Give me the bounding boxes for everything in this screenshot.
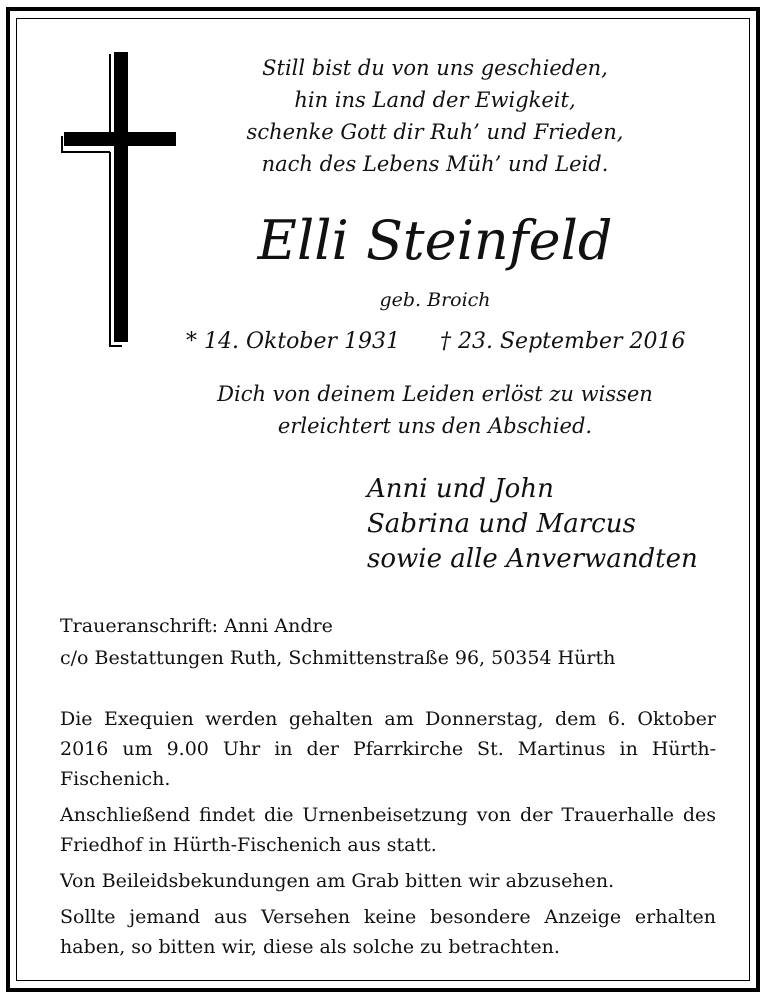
- condolence-address: [60, 610, 720, 674]
- verse-line: erleichtert uns den Abschied.: [277, 414, 593, 438]
- verse-line: Dich von deinem Leiden erlöst zu wissen: [217, 382, 653, 406]
- mourner-line: Anni und John: [367, 474, 554, 504]
- poem-line: hin ins Land der Ewigkeit,: [294, 88, 576, 112]
- service-notes: [60, 704, 716, 968]
- address-line: c/o Bestattungen Ruth, Schmittenstraße 96, 50354 Hürth: [60, 647, 616, 669]
- note-paragraph: Die Exequien werden gehalten am Donnerstag, dem 6. Oktober 2016 um 9.00 Uhr in der Pfarrkirche St. Martinus in Hürth-Fischenich.: [60, 708, 716, 790]
- farewell-verse: [180, 378, 690, 442]
- mourner-line: sowie alle Anverwandten: [367, 544, 698, 574]
- poem-line: Still bist du von uns geschieden,: [262, 56, 608, 80]
- mourners-list: [367, 472, 698, 577]
- note-paragraph: Anschließend findet die Urnenbeisetzung von der Trauerhalle des Friedhof in Hürth-Fischenich aus statt.: [60, 804, 716, 856]
- note-paragraph: Von Beileidsbekundungen am Grab bitten wir abzusehen.: [60, 870, 615, 892]
- memorial-poem: [200, 52, 670, 180]
- death-date: † 23. September 2016: [440, 329, 686, 354]
- address-line: Traueranschrift: Anni Andre: [60, 615, 333, 637]
- mourner-line: Sabrina und Marcus: [367, 509, 636, 539]
- poem-line: nach des Lebens Müh’ und Leid.: [261, 152, 609, 176]
- note-paragraph: Sollte jemand aus Versehen keine besondere Anzeige erhalten haben, so bitten wir, diese als solche zu betrachten.: [60, 906, 716, 958]
- maiden-name: geb. Broich: [379, 289, 491, 311]
- cross-icon: [58, 52, 178, 350]
- poem-line: schenke Gott dir Ruh’ und Frieden,: [246, 120, 624, 144]
- deceased-name: Elli Steinfeld: [257, 209, 613, 272]
- birth-date: * 14. Oktober 1931: [186, 329, 401, 354]
